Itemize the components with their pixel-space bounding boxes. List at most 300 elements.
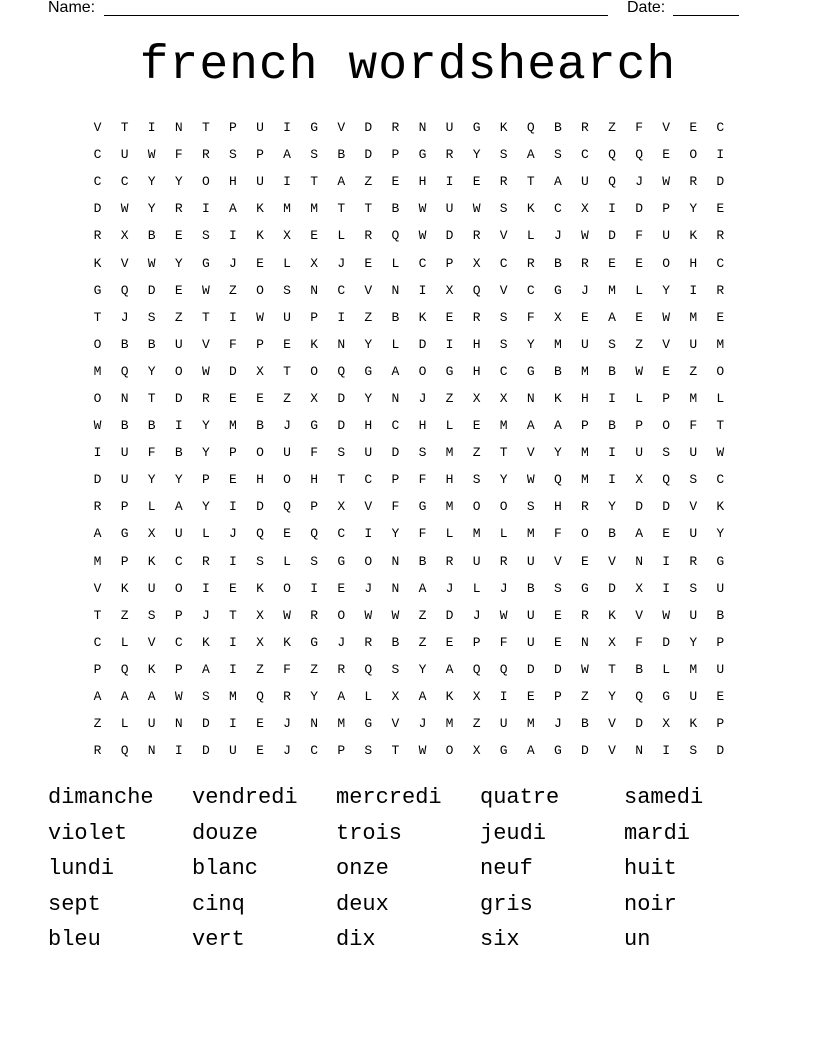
grid-letter: J <box>229 255 237 271</box>
grid-letter: Q <box>526 120 535 136</box>
word-list-item: violet <box>48 820 128 846</box>
grid-letter: H <box>229 174 237 190</box>
grid-letter: X <box>256 607 264 623</box>
grid-letter: I <box>201 201 210 217</box>
grid-letter: P <box>120 499 129 515</box>
grid-letter: K <box>445 689 454 705</box>
grid-letter: D <box>553 661 562 677</box>
grid-letter: I <box>418 282 427 298</box>
grid-letter: K <box>526 201 535 217</box>
grid-letter: Z <box>608 120 616 136</box>
grid-letter: Y <box>174 255 183 271</box>
grid-letter: W <box>364 607 373 623</box>
word-list-item: blanc <box>192 856 259 881</box>
grid-letter: U <box>256 174 264 190</box>
grid-letter: C <box>553 201 562 217</box>
grid-letter: L <box>283 255 291 271</box>
grid-letter: Z <box>418 634 427 650</box>
grid-letter: Q <box>635 689 643 705</box>
grid-letter: R <box>716 282 725 298</box>
grid-row <box>84 195 734 222</box>
grid-letter: D <box>608 228 616 244</box>
grid-letter: N <box>581 634 589 650</box>
grid-letter: Q <box>283 499 291 515</box>
grid-letter: D <box>716 743 725 759</box>
grid-letter: T <box>93 309 102 325</box>
grid-letter: B <box>120 418 129 434</box>
grid-letter: L <box>120 716 129 732</box>
grid-letter: T <box>337 472 346 488</box>
grid-letter: S <box>310 553 319 569</box>
grid-letter: H <box>418 418 427 434</box>
grid-letter: J <box>283 716 291 732</box>
grid-letter: S <box>689 472 698 488</box>
grid-letter: N <box>635 743 643 759</box>
grid-letter: B <box>337 147 346 163</box>
grid-letter: T <box>716 418 725 434</box>
grid-letter: A <box>337 689 346 705</box>
grid-letter: C <box>364 472 373 488</box>
grid-letter: M <box>608 282 616 298</box>
grid-letter: M <box>283 201 291 217</box>
grid-letter: Y <box>364 390 373 406</box>
grid-letter: K <box>310 336 319 352</box>
grid-letter: D <box>337 390 346 406</box>
grid-letter: G <box>662 689 671 705</box>
grid-letter: I <box>283 120 291 136</box>
grid-letter: D <box>147 282 156 298</box>
grid-letter: N <box>526 390 535 406</box>
grid-letter: L <box>716 390 725 406</box>
grid-letter: G <box>716 553 725 569</box>
grid-letter: Q <box>553 472 562 488</box>
grid-letter: S <box>201 228 210 244</box>
grid-letter: I <box>93 445 102 461</box>
grid-letter: O <box>499 499 508 515</box>
grid-letter: R <box>337 661 346 677</box>
grid-letter: G <box>445 363 454 379</box>
grid-letter: I <box>310 580 319 596</box>
grid-letter: Z <box>93 716 102 732</box>
grid-letter: J <box>283 418 291 434</box>
grid-letter: Z <box>120 607 129 623</box>
grid-letter: V <box>499 228 508 244</box>
grid-letter: M <box>526 526 535 542</box>
grid-letter: L <box>499 526 508 542</box>
grid-letter: A <box>229 201 237 217</box>
word-list-item: lundi <box>48 856 115 881</box>
grid-letter: C <box>337 526 346 542</box>
grid-letter: E <box>364 255 373 271</box>
grid-letter: G <box>310 120 319 136</box>
grid-letter: K <box>147 553 156 569</box>
grid-letter: Y <box>689 634 698 650</box>
grid-letter: Z <box>418 607 427 623</box>
grid-letter: G <box>337 553 346 569</box>
grid-letter: R <box>310 607 319 623</box>
grid-letter: Y <box>526 336 535 352</box>
grid-letter: M <box>689 390 698 406</box>
grid-row <box>84 168 734 195</box>
grid-letter: A <box>120 689 129 705</box>
grid-letter: E <box>716 689 725 705</box>
grid-letter: E <box>662 363 671 379</box>
grid-letter: S <box>364 743 373 759</box>
grid-letter: Q <box>120 363 129 379</box>
grid-letter: I <box>174 743 183 759</box>
grid-letter: O <box>716 363 725 379</box>
grid-letter: I <box>662 553 671 569</box>
grid-letter: T <box>364 201 373 217</box>
grid-letter: D <box>93 201 102 217</box>
grid-letter: R <box>445 147 454 163</box>
grid-letter: Q <box>499 661 508 677</box>
grid-letter: U <box>526 553 535 569</box>
grid-letter: H <box>364 418 373 434</box>
grid-letter: Y <box>201 418 210 434</box>
grid-letter: U <box>662 228 671 244</box>
grid-letter: Z <box>472 716 481 732</box>
grid-letter: P <box>581 418 589 434</box>
grid-letter: O <box>418 363 427 379</box>
grid-letter: U <box>526 607 535 623</box>
grid-letter: F <box>283 661 291 677</box>
word-list-item: jeudi <box>480 820 547 846</box>
grid-letter: V <box>201 336 210 352</box>
grid-letter: Q <box>120 282 129 298</box>
grid-letter: S <box>499 309 508 325</box>
grid-letter: P <box>120 553 129 569</box>
grid-letter: P <box>716 716 725 732</box>
grid-letter: C <box>337 282 346 298</box>
grid-letter: C <box>499 255 508 271</box>
grid-letter: X <box>581 201 589 217</box>
grid-letter: I <box>337 309 346 325</box>
grid-letter: C <box>418 255 427 271</box>
grid-letter: G <box>310 418 319 434</box>
grid-letter: I <box>229 499 237 515</box>
grid-letter: B <box>553 120 562 136</box>
grid-letter: C <box>174 553 183 569</box>
grid-letter: O <box>662 255 671 271</box>
grid-letter: U <box>689 607 698 623</box>
grid-letter: D <box>445 228 454 244</box>
grid-letter: O <box>283 472 291 488</box>
grid-letter: M <box>499 418 508 434</box>
word-list-item: gris <box>480 891 533 917</box>
grid-letter: T <box>526 174 535 190</box>
grid-letter: O <box>472 499 481 515</box>
grid-letter: P <box>662 390 671 406</box>
grid-letter: X <box>445 282 454 298</box>
grid-letter: K <box>716 499 725 515</box>
grid-row <box>84 439 734 466</box>
grid-letter: A <box>526 418 535 434</box>
grid-letter: O <box>364 553 373 569</box>
grid-row <box>84 548 734 575</box>
grid-letter: S <box>229 147 237 163</box>
grid-letter: R <box>283 689 291 705</box>
grid-letter: X <box>472 390 481 406</box>
word-list-item: six <box>480 927 520 952</box>
grid-letter: O <box>581 526 589 542</box>
grid-letter: D <box>93 472 102 488</box>
grid-letter: T <box>283 363 291 379</box>
grid-letter: F <box>174 147 183 163</box>
grid-letter: O <box>174 363 183 379</box>
grid-letter: X <box>310 255 319 271</box>
grid-row <box>84 602 734 629</box>
grid-letter: M <box>229 689 237 705</box>
grid-letter: U <box>445 120 454 136</box>
grid-letter: H <box>472 336 481 352</box>
grid-letter: O <box>337 607 346 623</box>
grid-letter: T <box>201 120 210 136</box>
grid-letter: W <box>418 201 427 217</box>
grid-letter: R <box>581 255 589 271</box>
grid-letter: S <box>608 336 616 352</box>
grid-letter: D <box>608 580 616 596</box>
grid-letter: J <box>635 174 643 190</box>
word-list-item: neuf <box>480 856 533 881</box>
grid-letter: L <box>662 661 671 677</box>
grid-letter: S <box>256 553 264 569</box>
grid-letter: B <box>418 553 427 569</box>
word-list-item: trois <box>336 820 403 846</box>
grid-letter: B <box>120 336 129 352</box>
grid-letter: R <box>689 553 698 569</box>
grid-letter: J <box>581 282 589 298</box>
grid-letter: V <box>93 120 102 136</box>
grid-letter: O <box>256 282 264 298</box>
grid-letter: R <box>472 228 481 244</box>
grid-letter: Q <box>635 147 643 163</box>
grid-letter: T <box>310 174 319 190</box>
grid-letter: R <box>526 255 535 271</box>
grid-letter: Q <box>310 526 319 542</box>
grid-letter: A <box>635 526 643 542</box>
grid-letter: X <box>147 526 156 542</box>
grid-letter: H <box>689 255 698 271</box>
grid-letter: E <box>229 390 237 406</box>
grid-letter: F <box>418 526 427 542</box>
grid-letter: A <box>337 174 346 190</box>
grid-letter: M <box>472 526 481 542</box>
grid-letter: T <box>147 390 156 406</box>
grid-letter: C <box>716 472 725 488</box>
grid-letter: A <box>418 580 427 596</box>
grid-letter: H <box>256 472 264 488</box>
grid-letter: E <box>445 309 454 325</box>
grid-letter: U <box>689 689 698 705</box>
grid-letter: G <box>499 743 508 759</box>
grid-letter: O <box>689 147 698 163</box>
grid-letter: T <box>229 607 237 623</box>
grid-letter: J <box>553 228 562 244</box>
grid-letter: X <box>120 228 129 244</box>
grid-letter: Y <box>147 472 156 488</box>
grid-letter: W <box>418 743 427 759</box>
grid-letter: Q <box>364 661 373 677</box>
grid-letter: A <box>418 689 427 705</box>
grid-letter: E <box>283 526 291 542</box>
grid-letter: O <box>283 580 291 596</box>
grid-letter: B <box>608 418 616 434</box>
grid-letter: W <box>662 607 671 623</box>
grid-letter: I <box>499 689 508 705</box>
grid-row <box>84 114 734 141</box>
grid-letter: Q <box>608 147 616 163</box>
grid-letter: V <box>364 499 373 515</box>
grid-letter: J <box>229 526 237 542</box>
grid-row <box>84 222 734 249</box>
word-list <box>48 780 768 958</box>
grid-letter: G <box>418 147 427 163</box>
grid-letter: I <box>147 120 156 136</box>
grid-letter: X <box>472 689 481 705</box>
grid-letter: W <box>147 147 156 163</box>
grid-letter: B <box>581 716 589 732</box>
grid-row <box>84 331 734 358</box>
grid-letter: A <box>608 309 616 325</box>
grid-letter: U <box>120 472 129 488</box>
grid-letter: S <box>337 445 346 461</box>
grid-letter: X <box>283 228 291 244</box>
letter-grid <box>84 114 734 764</box>
grid-letter: V <box>553 553 562 569</box>
grid-letter: Z <box>256 661 264 677</box>
grid-letter: F <box>526 309 535 325</box>
grid-letter: Y <box>662 282 671 298</box>
grid-letter: E <box>174 228 183 244</box>
grid-letter: E <box>174 282 183 298</box>
grid-letter: N <box>147 743 156 759</box>
grid-letter: U <box>689 445 698 461</box>
grid-letter: S <box>147 607 156 623</box>
grid-letter: B <box>391 201 400 217</box>
grid-letter: D <box>662 499 671 515</box>
grid-letter: N <box>337 336 346 352</box>
grid-letter: U <box>635 445 643 461</box>
grid-letter: Q <box>256 526 264 542</box>
word-list-item: bleu <box>48 927 101 952</box>
grid-row <box>84 466 734 493</box>
grid-letter: K <box>283 634 291 650</box>
grid-letter: P <box>174 607 183 623</box>
grid-row <box>84 656 734 683</box>
grid-letter: R <box>581 607 589 623</box>
grid-letter: F <box>418 472 427 488</box>
grid-letter: V <box>608 743 616 759</box>
grid-letter: S <box>201 689 210 705</box>
grid-letter: Q <box>662 472 671 488</box>
grid-letter: Y <box>364 336 373 352</box>
grid-letter: D <box>526 661 535 677</box>
grid-row <box>84 710 734 737</box>
grid-letter: K <box>499 120 508 136</box>
grid-letter: D <box>391 445 400 461</box>
grid-letter: E <box>337 580 346 596</box>
grid-letter: R <box>93 228 102 244</box>
grid-row <box>84 385 734 412</box>
grid-letter: P <box>716 634 725 650</box>
grid-letter: X <box>256 363 264 379</box>
grid-letter: Q <box>472 282 481 298</box>
grid-letter: E <box>229 580 237 596</box>
grid-letter: X <box>635 580 643 596</box>
grid-letter: P <box>229 120 237 136</box>
grid-letter: L <box>635 390 643 406</box>
grid-letter: G <box>310 634 319 650</box>
grid-letter: R <box>201 147 210 163</box>
grid-letter: U <box>174 336 183 352</box>
grid-row <box>84 141 734 168</box>
grid-letter: M <box>445 716 454 732</box>
grid-letter: W <box>93 418 102 434</box>
grid-letter: T <box>201 309 210 325</box>
grid-letter: L <box>391 255 400 271</box>
grid-letter: V <box>120 255 129 271</box>
grid-letter: G <box>120 526 129 542</box>
grid-letter: B <box>147 418 156 434</box>
word-list-item: dix <box>336 927 376 952</box>
grid-letter: M <box>337 716 346 732</box>
grid-letter: R <box>499 174 508 190</box>
grid-letter: C <box>120 174 129 190</box>
grid-letter: L <box>526 228 535 244</box>
grid-letter: U <box>283 445 291 461</box>
grid-letter: Y <box>201 499 210 515</box>
grid-letter: H <box>581 390 589 406</box>
grid-letter: E <box>581 309 589 325</box>
grid-letter: G <box>553 282 562 298</box>
grid-letter: Z <box>229 282 237 298</box>
word-list-item: cinq <box>192 891 245 917</box>
grid-letter: F <box>635 120 643 136</box>
grid-letter: L <box>147 499 156 515</box>
grid-letter: K <box>689 716 698 732</box>
grid-letter: S <box>662 445 671 461</box>
grid-letter: C <box>93 147 102 163</box>
grid-letter: E <box>283 336 291 352</box>
grid-letter: R <box>716 228 725 244</box>
grid-letter: Y <box>553 445 562 461</box>
grid-letter: K <box>256 201 264 217</box>
grid-letter: J <box>472 607 481 623</box>
grid-letter: E <box>581 553 589 569</box>
grid-letter: P <box>391 147 400 163</box>
grid-letter: I <box>229 228 237 244</box>
grid-letter: E <box>662 147 671 163</box>
grid-letter: Y <box>472 147 481 163</box>
grid-row <box>84 249 734 276</box>
grid-letter: U <box>581 336 589 352</box>
grid-letter: P <box>553 689 562 705</box>
grid-letter: Y <box>310 689 319 705</box>
grid-letter: D <box>716 174 725 190</box>
grid-letter: Y <box>174 472 183 488</box>
grid-letter: B <box>391 634 400 650</box>
grid-letter: M <box>229 418 237 434</box>
grid-letter: N <box>174 120 183 136</box>
grid-letter: D <box>201 743 210 759</box>
grid-letter: S <box>310 147 319 163</box>
grid-letter: I <box>608 201 616 217</box>
grid-letter: E <box>716 309 725 325</box>
grid-letter: U <box>445 201 454 217</box>
grid-letter: S <box>553 580 562 596</box>
grid-letter: Z <box>472 445 481 461</box>
